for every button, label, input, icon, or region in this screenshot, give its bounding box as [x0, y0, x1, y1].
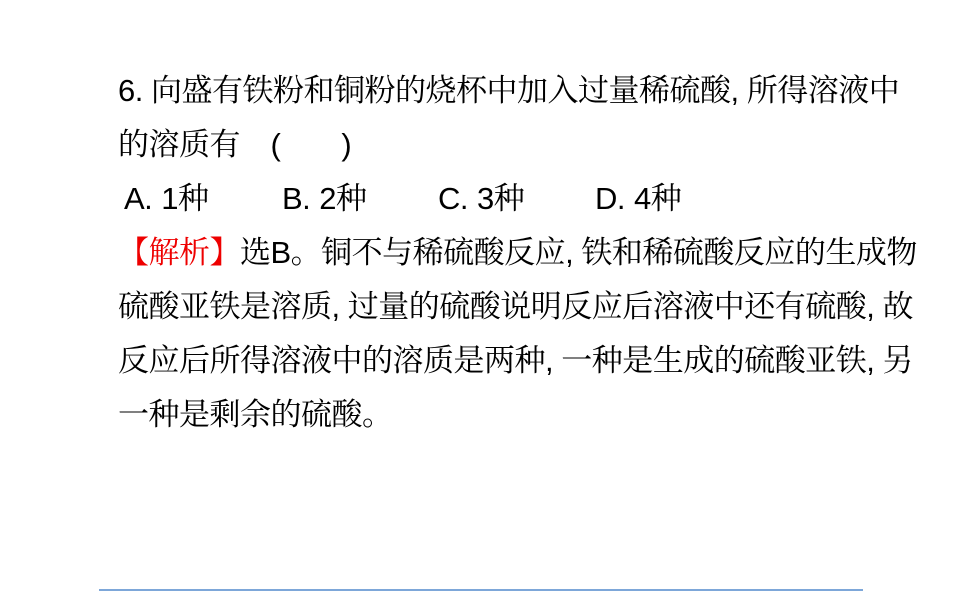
option-c-value: 3种 — [477, 181, 525, 216]
analysis-tag: 【解析】 — [118, 235, 240, 270]
analysis-line-1 — [118, 226, 950, 280]
footer-rule — [99, 589, 863, 591]
option-b-label: B. — [282, 181, 311, 216]
option-d-value: 4种 — [634, 181, 682, 216]
option-b-value: 2种 — [319, 181, 367, 216]
analysis-line-4: 一种是剩余的硫酸。 — [118, 397, 393, 432]
option-c — [438, 172, 524, 226]
analysis-line-3: 反应后所得溶液中的溶质是两种, 一种是生成的硫酸亚铁, 另 — [118, 343, 913, 378]
analysis-line-2: 硫酸亚铁是溶质, 过量的硫酸说明反应后溶液中还有硫酸, 故 — [118, 289, 913, 324]
option-b — [282, 172, 367, 226]
option-a-label: A. — [124, 181, 153, 216]
analysis-text-1: 选B。铜不与稀硫酸反应, 铁和稀硫酸反应的生成物 — [240, 235, 917, 270]
question-block — [118, 64, 950, 442]
option-c-label: C. — [438, 181, 468, 216]
question-line-2: 的溶质有 ( ) — [118, 127, 352, 162]
question-line-1: 6. 向盛有铁粉和铜粉的烧杯中加入过量稀硫酸, 所得溶液中 — [118, 73, 900, 108]
option-d-label: D. — [595, 181, 625, 216]
option-a — [124, 172, 209, 226]
option-d — [595, 172, 681, 226]
options-row — [118, 172, 950, 226]
option-a-value: 1种 — [161, 181, 209, 216]
